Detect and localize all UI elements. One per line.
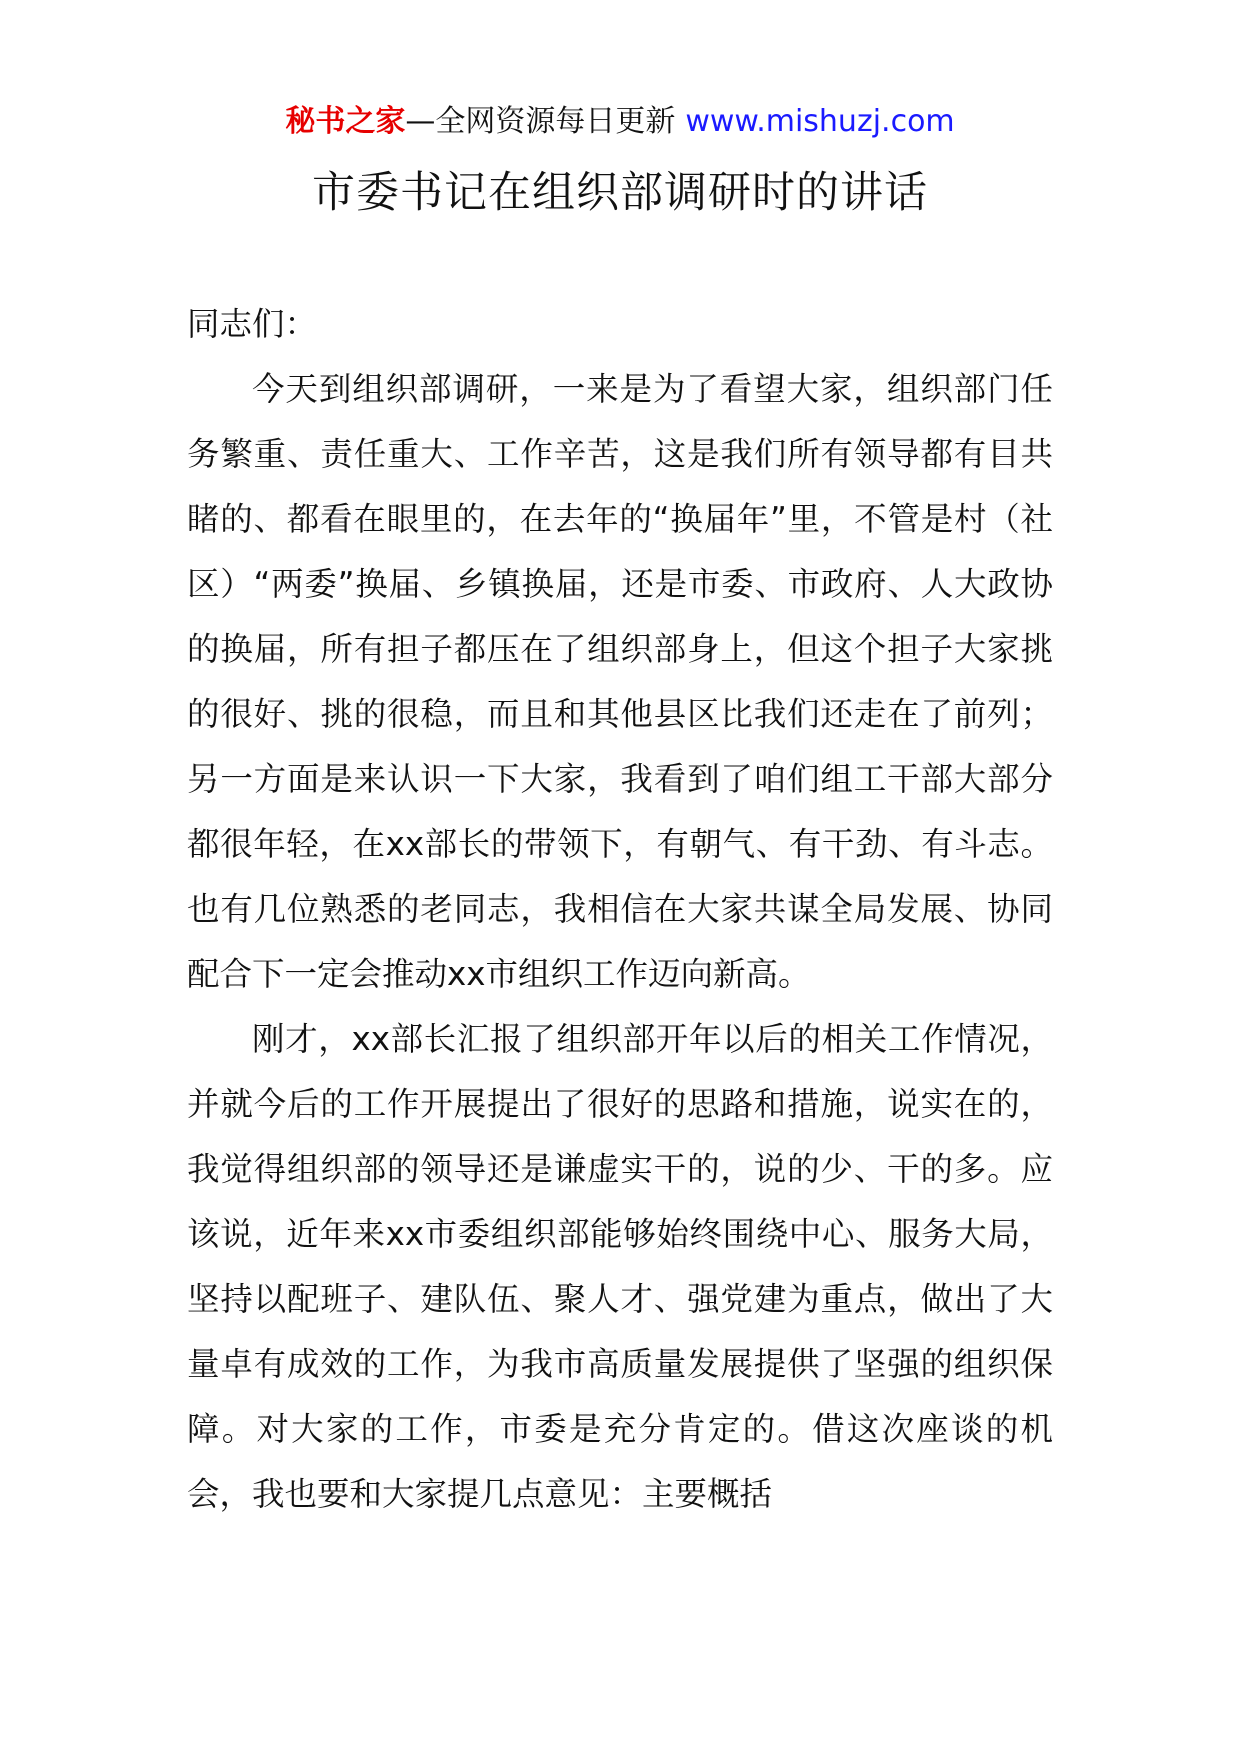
salutation: 同志们： — [187, 305, 318, 343]
paragraph-1: 今天到组织部调研，一来是为了看望大家，组织部门任务繁重、责任重大、工作辛苦，这是我们所有领导都有目共睹的、都看在眼里的，在去年的“换届年”里，不管是村（社区）“两委”换届、乡镇换届，还是市委、市政府、人大政协的换届，所有担子都压在了组织部身上，但这个担子大家挑的很好、挑的很稳，而且和其他县区比我们还走在了前列；另一方面是来认识一下大家，我看到了咱们组工干部大部分都很年轻，在xx部长的带领下，有朝气、有干劲、有斗志。也有几位熟悉的老同志，我相信在大家共谋全局发展、协同配合下一定会推动xx市组织工作迈向新高。 — [187, 370, 1053, 993]
brand-name: 秘书之家 — [285, 104, 406, 139]
header-tagline: —全网资源每日更新 — [405, 104, 676, 139]
document-body — [187, 292, 1053, 1527]
site-header — [0, 100, 1240, 144]
document-title: 市委书记在组织部调研时的讲话 — [312, 168, 928, 218]
paragraph-2: 刚才，xx部长汇报了组织部开年以后的相关工作情况，并就今后的工作开展提出了很好的思路和措施，说实在的，我觉得组织部的领导还是谦虚实干的，说的少、干的多。应该说，近年来xx市委组织部能够始终围绕中心、服务大局，坚持以配班子、建队伍、聚人才、强党建为重点，做出了大量卓有成效的工作，为我市高质量发展提供了坚强的组织保障。对大家的工作，市委是充分肯定的。借这次座谈的机会，我也要和大家提几点意见：主要概括 — [187, 1020, 1053, 1513]
site-url-link[interactable]: www.mishuzj.com — [685, 104, 955, 139]
